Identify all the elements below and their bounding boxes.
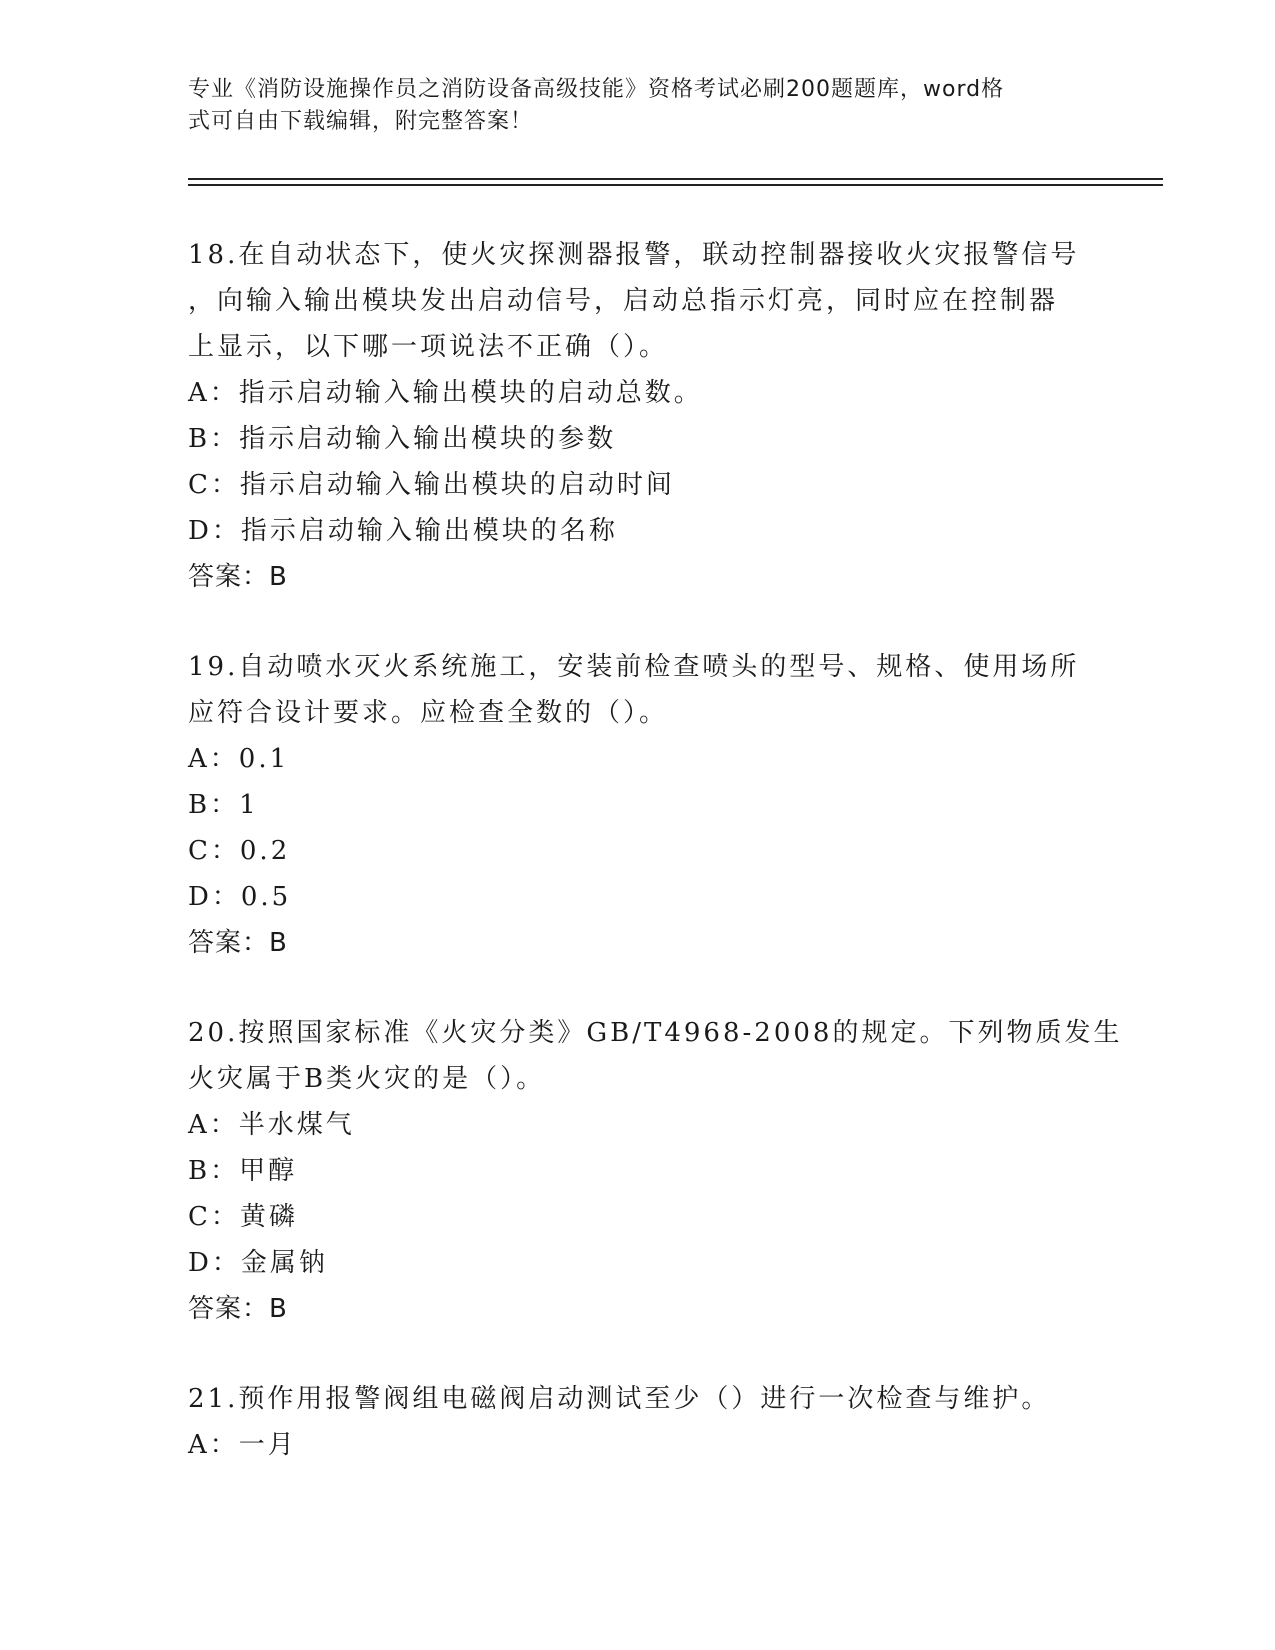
question-text-line: 火灾属于B类火灾的是（）。 bbox=[188, 1064, 546, 1094]
header-line-2: 式可自由下载编辑，附完整答案！ bbox=[188, 109, 534, 134]
option-a: A：0.1 bbox=[188, 744, 290, 774]
question-text-line: 上显示，以下哪一项说法不正确（）。 bbox=[188, 332, 669, 362]
header-line-1: 专业《消防设施操作员之消防设备高级技能》资格考试必刷200题题库，word格 bbox=[188, 77, 1005, 102]
question-spacer bbox=[188, 966, 1108, 1010]
option-c: C：黄磷 bbox=[188, 1202, 298, 1232]
question-block bbox=[188, 232, 1108, 600]
question-list bbox=[188, 232, 1123, 1468]
question-text-line: 20.按照国家标准《火灾分类》GB/T4968-2008的规定。下列物质发生 bbox=[188, 1018, 1123, 1048]
option-a: A：指示启动输入输出模块的启动总数。 bbox=[188, 378, 703, 408]
option-b: B：甲醇 bbox=[188, 1156, 298, 1186]
option-c: C：指示启动输入输出模块的启动时间 bbox=[188, 470, 675, 500]
question-text-line: 19.自动喷水灭火系统施工，安装前检查喷头的型号、规格、使用场所 bbox=[188, 652, 1080, 682]
question-text-line: 应符合设计要求。应检查全数的（）。 bbox=[188, 698, 669, 728]
header-divider-bottom bbox=[188, 184, 1163, 186]
answer-line: 答案：B bbox=[188, 928, 288, 958]
option-a: A：半水煤气 bbox=[188, 1110, 355, 1140]
question-spacer bbox=[188, 1332, 1108, 1376]
question-text-line: 18.在自动状态下，使火灾探测器报警，联动控制器接收火灾报警信号 bbox=[188, 240, 1080, 270]
header-divider-top bbox=[188, 178, 1163, 180]
option-d: D：0.5 bbox=[188, 882, 292, 912]
option-c: C：0.2 bbox=[188, 836, 291, 866]
question-block bbox=[188, 1010, 1123, 1332]
option-a: A：一月 bbox=[188, 1430, 297, 1460]
answer-line: 答案：B bbox=[188, 562, 288, 592]
document-header bbox=[188, 74, 1088, 138]
option-b: B：指示启动输入输出模块的参数 bbox=[188, 424, 617, 454]
option-d: D：指示启动输入输出模块的名称 bbox=[188, 516, 618, 546]
option-d: D：金属钠 bbox=[188, 1248, 328, 1278]
question-block bbox=[188, 1376, 1108, 1468]
question-text-line: ，向输入输出模块发出启动信号，启动总指示灯亮，同时应在控制器 bbox=[188, 286, 1059, 316]
question-block bbox=[188, 644, 1108, 966]
question-spacer bbox=[188, 600, 1108, 644]
option-b: B：1 bbox=[188, 790, 259, 820]
answer-line: 答案：B bbox=[188, 1294, 288, 1324]
question-text-line: 21.预作用报警阀组电磁阀启动测试至少（）进行一次检查与维护。 bbox=[188, 1384, 1051, 1414]
